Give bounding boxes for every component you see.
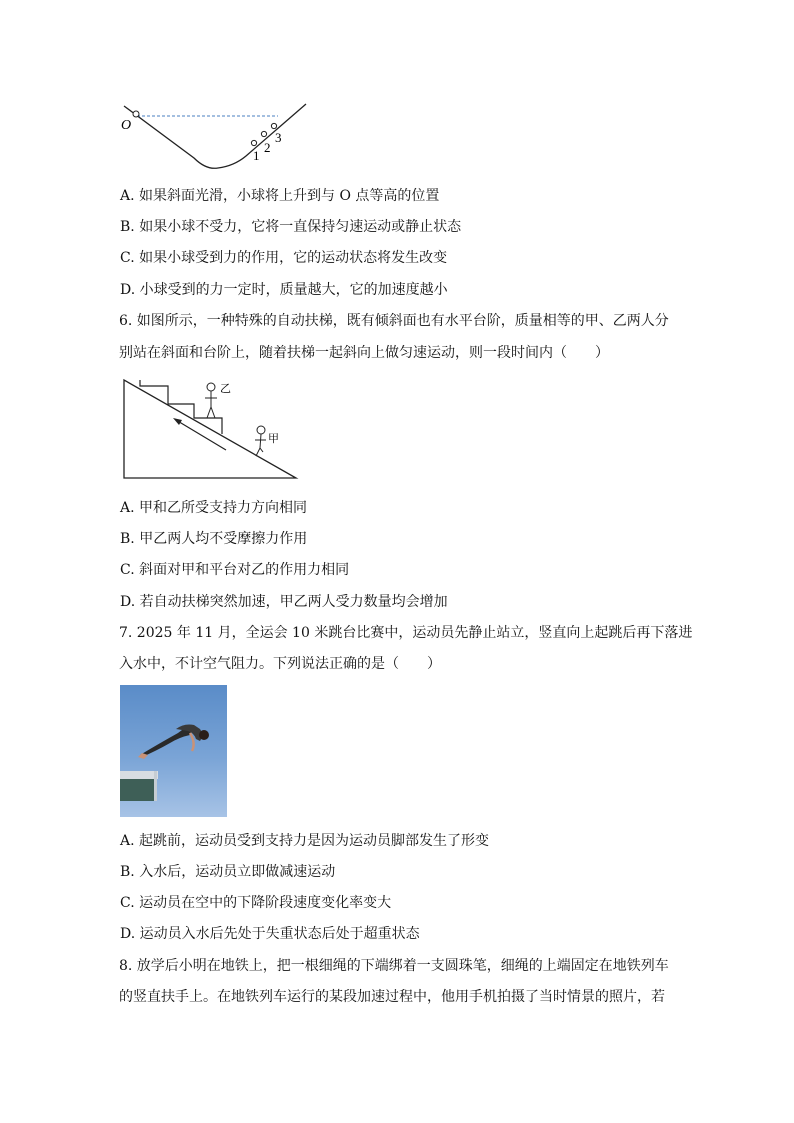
q7-option-d: D. 运动员入水后先处于失重状态后处于超重状态	[120, 926, 420, 942]
diving-platform	[120, 771, 158, 801]
q5-option-c: C. 如果小球受到力的作用，它的运动状态将发生改变	[120, 250, 448, 266]
q7-option-a: A. 起跳前，运动员受到支持力是因为运动员脚部发生了形变	[120, 833, 490, 849]
label-o: O	[121, 118, 132, 133]
ball-1	[251, 140, 256, 145]
label-jia: 甲	[268, 432, 279, 445]
ball-3	[271, 123, 276, 128]
diver-figure	[138, 725, 209, 760]
q6-option-c: C. 斜面对甲和平台对乙的作用力相同	[120, 562, 350, 578]
q6-stem-line-1: 6. 如图所示，一种特殊的自动扶梯，既有倾斜面也有水平台阶，质量相等的甲、乙两人分	[119, 313, 669, 329]
person-jia	[255, 426, 266, 456]
q7-option-b: B. 入水后，运动员立即做减速运动	[120, 864, 336, 880]
arrow-head	[173, 418, 182, 425]
q8-stem-line-2: 的竖直扶手上。在地铁列车运行的某段加速过程中，他用手机拍摄了当时情景的照片，若	[119, 989, 665, 1005]
diver-photo	[120, 685, 227, 817]
label-yi: 乙	[220, 382, 231, 395]
q6-option-a: A. 甲和乙所受支持力方向相同	[120, 500, 308, 516]
q5-option-a: A. 如果斜面光滑，小球将上升到与 O 点等高的位置	[120, 188, 440, 204]
q7-option-c: C. 运动员在空中的下降阶段速度变化率变大	[120, 895, 392, 911]
q7-stem-line-1: 7. 2025 年 11 月，全运会 10 米跳台比赛中，运动员先静止站立，竖直向上起跳后再下落进	[119, 625, 693, 641]
q8-stem-line-1: 8. 放学后小明在地铁上，把一根细绳的下端绑着一支圆珠笔，细绳的上端固定在地铁列车	[119, 958, 669, 974]
ball-start	[133, 111, 139, 117]
q5-option-d: D. 小球受到的力一定时，质量越大，它的加速度越小	[120, 282, 448, 298]
q5-option-b: B. 如果小球不受力，它将一直保持匀速运动或静止状态	[120, 219, 462, 235]
person-yi	[205, 383, 217, 418]
escalator-figure	[118, 376, 302, 482]
q6-option-b: B. 甲乙两人均不受摩擦力作用	[120, 531, 308, 547]
ball-2	[261, 131, 266, 136]
label-1: 1	[253, 148, 260, 163]
q6-stem-line-2: 别站在斜面和台阶上，随着扶梯一起斜向上做匀速运动，则一段时间内（ ）	[119, 345, 609, 361]
curved-track-figure	[118, 98, 312, 174]
label-2: 2	[264, 140, 271, 155]
q7-stem-line-2: 入水中，不计空气阻力。下列说法正确的是（ ）	[119, 656, 441, 672]
q6-option-d: D. 若自动扶梯突然加速，甲乙两人受力数量均会增加	[120, 594, 448, 610]
label-3: 3	[275, 130, 282, 145]
